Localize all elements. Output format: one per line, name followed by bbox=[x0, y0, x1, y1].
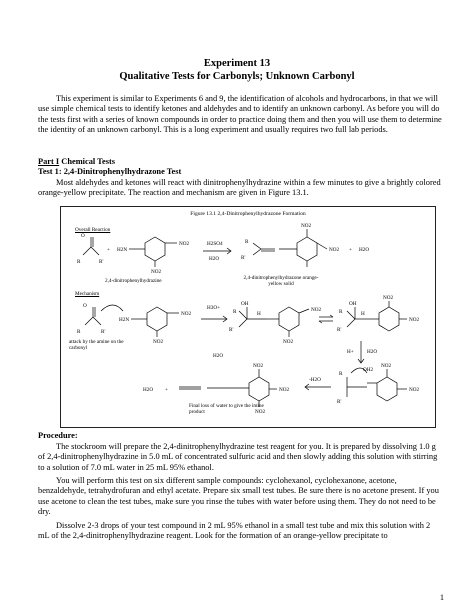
document-title: Experiment 13 bbox=[203, 58, 271, 69]
overall-plus-1: + bbox=[107, 247, 110, 253]
int2-rprime: R' bbox=[337, 327, 342, 333]
int2-h: H bbox=[361, 311, 365, 317]
int1-oh: OH bbox=[241, 301, 249, 307]
overall-h2o-product: H2O bbox=[359, 247, 370, 253]
bottom-no2-top: NO2 bbox=[253, 363, 264, 369]
overall-r: R bbox=[77, 259, 81, 265]
product-r: R bbox=[245, 239, 249, 245]
int1-no2-a: NO2 bbox=[311, 307, 322, 313]
mech-h3o: H3O+ bbox=[207, 305, 221, 311]
bottom-no2-b: NO2 bbox=[381, 363, 392, 369]
mech-no2-a: NO2 bbox=[181, 311, 192, 317]
mech-hplus: H+ bbox=[347, 349, 354, 355]
mech-o: O bbox=[83, 303, 87, 309]
int2-r: R bbox=[339, 309, 343, 315]
product-label: 2,4-dinitrophenylhydrazone orange-yellow solid bbox=[243, 275, 319, 287]
overall-h2so4: H2SO4 bbox=[207, 241, 223, 247]
procedure-heading: Procedure: bbox=[38, 431, 78, 440]
bottom-r: R bbox=[339, 371, 343, 377]
reagent-label: 2,4-dinitrophenylhydrazine bbox=[105, 278, 162, 284]
overall-h2o-cond: H2O bbox=[209, 256, 220, 262]
bottom-oh2: OH2 bbox=[363, 367, 374, 373]
product-no2-top: NO2 bbox=[301, 223, 312, 229]
test1-paragraph: Most aldehydes and ketones will react with dinitrophenylhydrazine within a few minutes to give a brightly colored orange-yellow precipitate. The reaction and mechanism are given in Figure 13.1. bbox=[38, 178, 441, 198]
bottom-h2o: H2O bbox=[143, 387, 154, 393]
part-label: Part I bbox=[38, 157, 60, 166]
bottom-no2-bottom: NO2 bbox=[255, 409, 266, 415]
test1-heading: Test 1: 2,4-Dinitrophenylhydrazone Test bbox=[38, 167, 182, 176]
procedure-paragraph-2: You will perform this test on six different sample compounds: cyclohexanol, cyclohexanone, acetone, benzaldehyde, tetrahydrofuran and ethyl acetate. Prepare six small test tubes. Be sure there is no acetone present. If you use acetone to clean the test tubes, make sure you rinse the tubes with water before using them. They do not need to be dry. bbox=[38, 476, 439, 517]
part-title: Chemical Tests bbox=[59, 157, 116, 166]
product-rprime: R' bbox=[241, 255, 246, 261]
overall-plus-2: + bbox=[349, 247, 352, 253]
bottom-minus-h2o: -H2O bbox=[309, 377, 321, 383]
bottom-no2-right: NO2 bbox=[279, 387, 290, 393]
figure-caption: Figure 13.1 2,4-Dinitrophenylhydrazone Formation bbox=[190, 211, 306, 217]
mech-h2o-left: H2O bbox=[213, 353, 224, 359]
procedure-paragraph-3: Dissolve 2-3 drops of your test compound in 2 mL 95% ethanol in a small test tube and mix this solution with 2 mL of the 2,4-dinitrophenylhydrazine reagent. Look for the formation of an orange-yellow precipitate to bbox=[38, 521, 431, 541]
product-no2-right: NO2 bbox=[329, 247, 340, 253]
mech-no2-b: NO2 bbox=[153, 339, 164, 345]
int2-no2-a: NO2 bbox=[409, 317, 420, 323]
mechanism-label: Mechanism bbox=[75, 291, 100, 297]
overall-no2-a: NO2 bbox=[179, 241, 190, 247]
document-subtitle: Qualitative Tests for Carbonyls; Unknown Carbonyl bbox=[119, 71, 355, 82]
int2-oh: OH bbox=[349, 301, 357, 307]
overall-rprime: R' bbox=[99, 259, 104, 265]
reaction-scheme bbox=[61, 207, 435, 427]
attack-label: attack by the amine on the carbonyl bbox=[69, 339, 124, 351]
bottom-rprime: R' bbox=[337, 399, 342, 405]
figure-13-1 bbox=[60, 206, 436, 428]
overall-no2-b: NO2 bbox=[151, 269, 162, 275]
mech-r: R bbox=[77, 329, 81, 335]
int2-no2-b: NO2 bbox=[383, 295, 394, 301]
bottom-no2-c: NO2 bbox=[409, 387, 420, 393]
int1-h: H bbox=[257, 311, 261, 317]
mech-h2n: H2N bbox=[119, 317, 130, 323]
procedure-paragraph-1: The stockroom will prepare the 2,4-dinitrophenylhydrazine test reagent for you. It is prepared by dissolving 1.0 g of 2,4-dinitrophenylhydrazine in 5.0 mL of concentrated sulfuric acid and then slowly adding this solution with stirring to a solution of 7.0 mL water in 25 mL 95% ethanol. bbox=[38, 442, 438, 472]
overall-o: O bbox=[81, 233, 85, 239]
final-loss-label: Final loss of water to give the imine product bbox=[189, 403, 264, 415]
part-heading bbox=[38, 157, 442, 167]
int1-r: R bbox=[233, 309, 237, 315]
int1-no2-b: NO2 bbox=[283, 339, 294, 345]
mech-rprime: R' bbox=[101, 329, 106, 335]
intro-paragraph: This experiment is similar to Experiments 6 and 9, the identification of alcohols and hydrocarbons, in that we will use simple chemical tests to identify ketones and aldehydes and to identify an unknown carbonyl. As before you will do the tests first with a series of known compounds in order to practice doing them and then you will use them to determine the identity of an unknown carbonyl. This is a long experiment and usually requires two full lab periods. bbox=[38, 94, 442, 135]
overall-reaction-label: Overall Reaction bbox=[75, 227, 111, 233]
bottom-plus: + bbox=[165, 387, 168, 393]
page-number: 1 bbox=[439, 593, 444, 602]
overall-h2n: H2N bbox=[117, 247, 128, 253]
mech-h2o-right: H2O bbox=[367, 349, 378, 355]
int1-rprime: R' bbox=[229, 327, 234, 333]
